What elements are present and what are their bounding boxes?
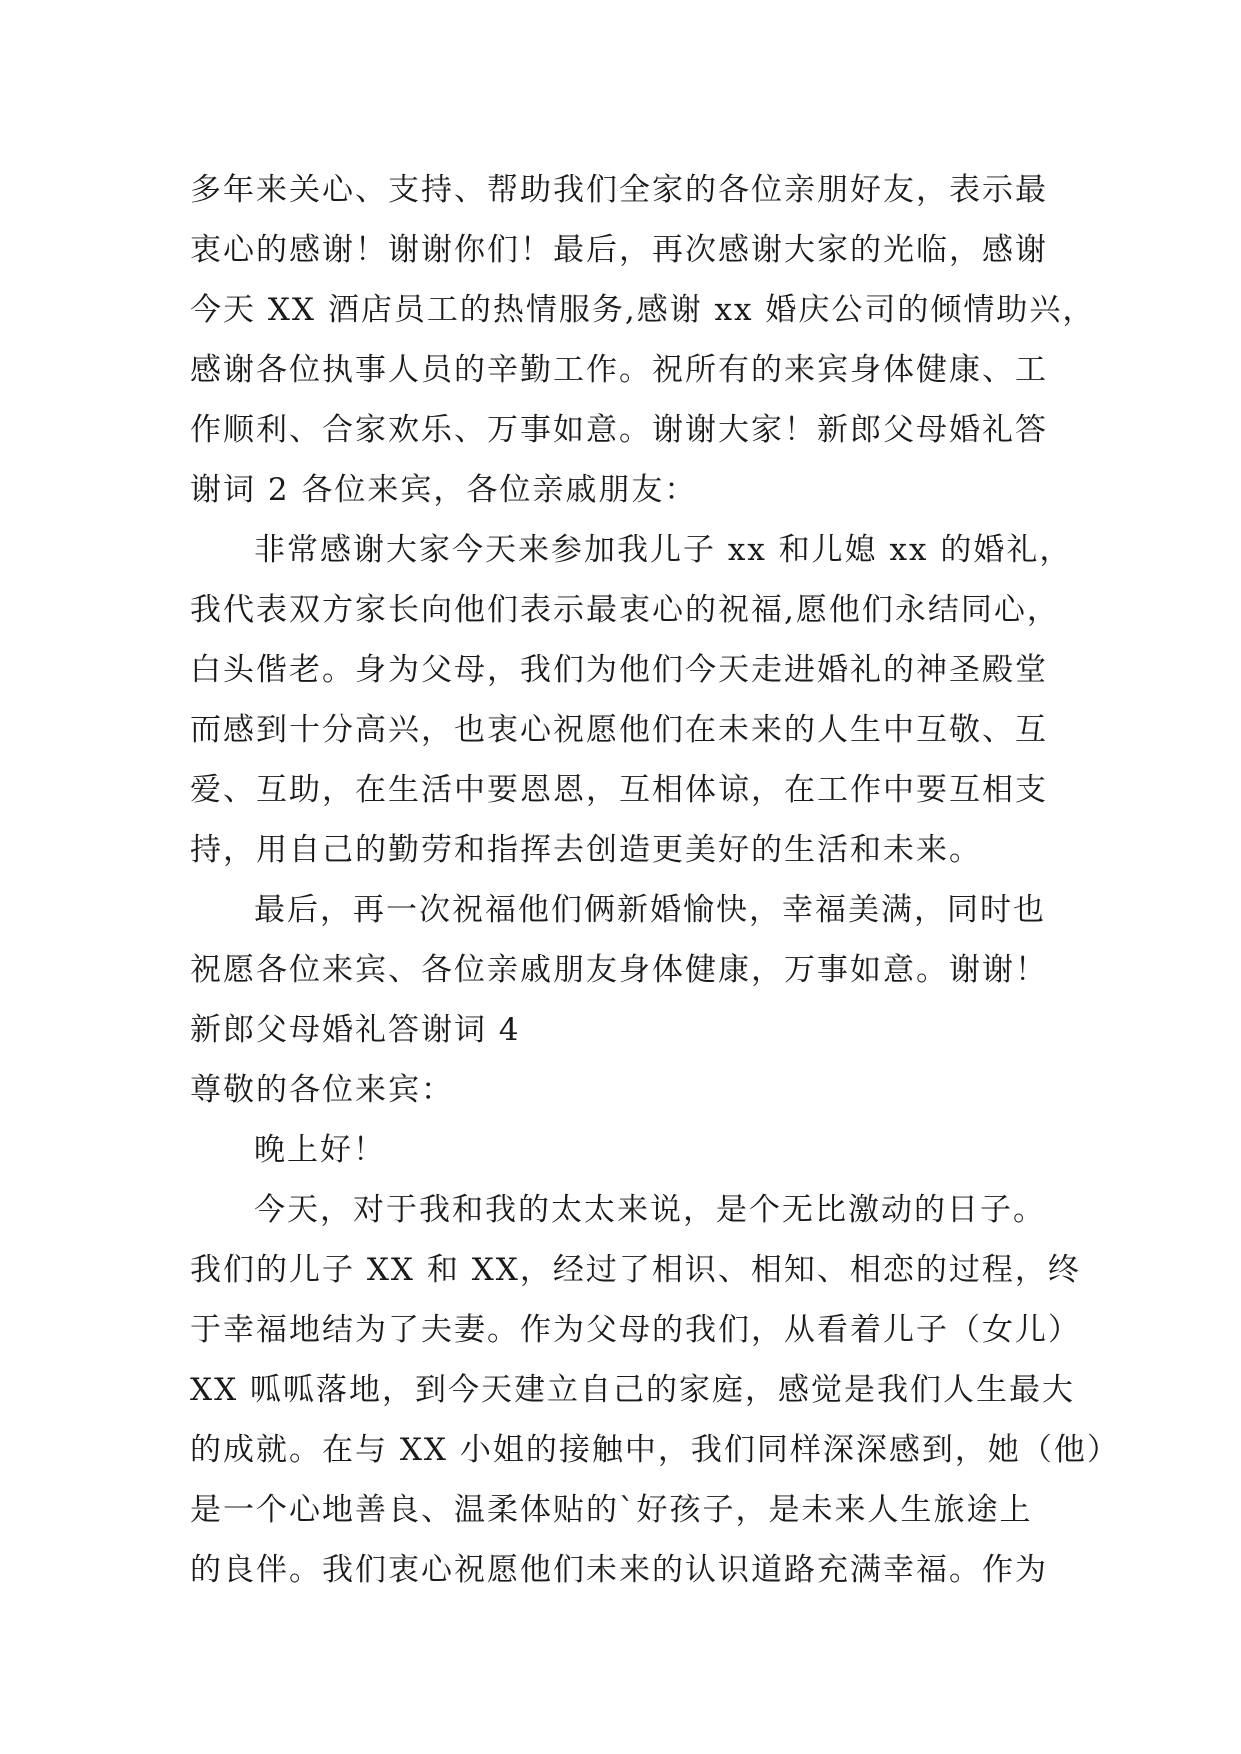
text-line: 衷心的感谢！谢谢你们！最后，再次感谢大家的光临，感谢 [190, 232, 1048, 268]
body-text [190, 160, 1120, 1600]
text-line: 祝愿各位来宾、各位亲戚朋友身体健康，万事如意。谢谢！ [190, 952, 1048, 988]
section-title: 新郎父母婚礼答谢词 4 [190, 1012, 521, 1048]
salutation: 尊敬的各位来宾： [190, 1072, 454, 1108]
text-line: 感谢各位执事人员的辛勤工作。祝所有的来宾身体健康、工 [190, 352, 1048, 388]
text-line: 作顺利、合家欢乐、万事如意。谢谢大家！新郎父母婚礼答 [190, 412, 1048, 448]
text-line: 爱、互助，在生活中要恩恩，互相体谅，在工作中要互相支 [190, 772, 1048, 808]
text-line: XX 呱呱落地，到今天建立自己的家庭，感觉是我们人生最大 [190, 1372, 1075, 1408]
text-line: 于幸福地结为了夫妻。作为父母的我们，从看着儿子（女儿） [190, 1312, 1081, 1348]
text-line: 我代表双方家长向他们表示最衷心的祝福,愿他们永结同心， [190, 592, 1060, 628]
text-line: 谢词 2 各位来宾，各位亲戚朋友： [190, 472, 698, 508]
text-line: 而感到十分高兴，也衷心祝愿他们在未来的人生中互敬、互 [190, 712, 1048, 748]
text-line: 的成就。在与 XX 小姐的接触中，我们同样深深感到，她（他） [190, 1432, 1120, 1468]
text-line: 持，用自己的勤劳和指挥去创造更美好的生活和未来。 [190, 832, 982, 868]
text-line: 非常感谢大家今天来参加我儿子 xx 和儿媳 xx 的婚礼， [254, 532, 1073, 568]
text-line: 是一个心地善良、温柔体贴的`好孩子，是未来人生旅途上 [190, 1492, 1033, 1528]
text-line: 今天 XX 酒店员工的热情服务,感谢 xx 婚庆公司的倾情助兴， [190, 292, 1096, 328]
text-line: 多年来关心、支持、帮助我们全家的各位亲朋好友，表示最 [190, 172, 1048, 208]
text-line: 最后，再一次祝福他们俩新婚愉快，幸福美满，同时也 [254, 892, 1046, 928]
text-line: 我们的儿子 XX 和 XX，经过了相识、相知、相恋的过程，终 [190, 1252, 1081, 1288]
greeting: 晚上好！ [254, 1132, 386, 1168]
text-line: 今天，对于我和我的太太来说，是个无比激动的日子。 [254, 1192, 1046, 1228]
text-line: 的良伴。我们衷心祝愿他们未来的认识道路充满幸福。作为 [190, 1552, 1048, 1588]
text-line: 白头偕老。身为父母，我们为他们今天走进婚礼的神圣殿堂 [190, 652, 1048, 688]
